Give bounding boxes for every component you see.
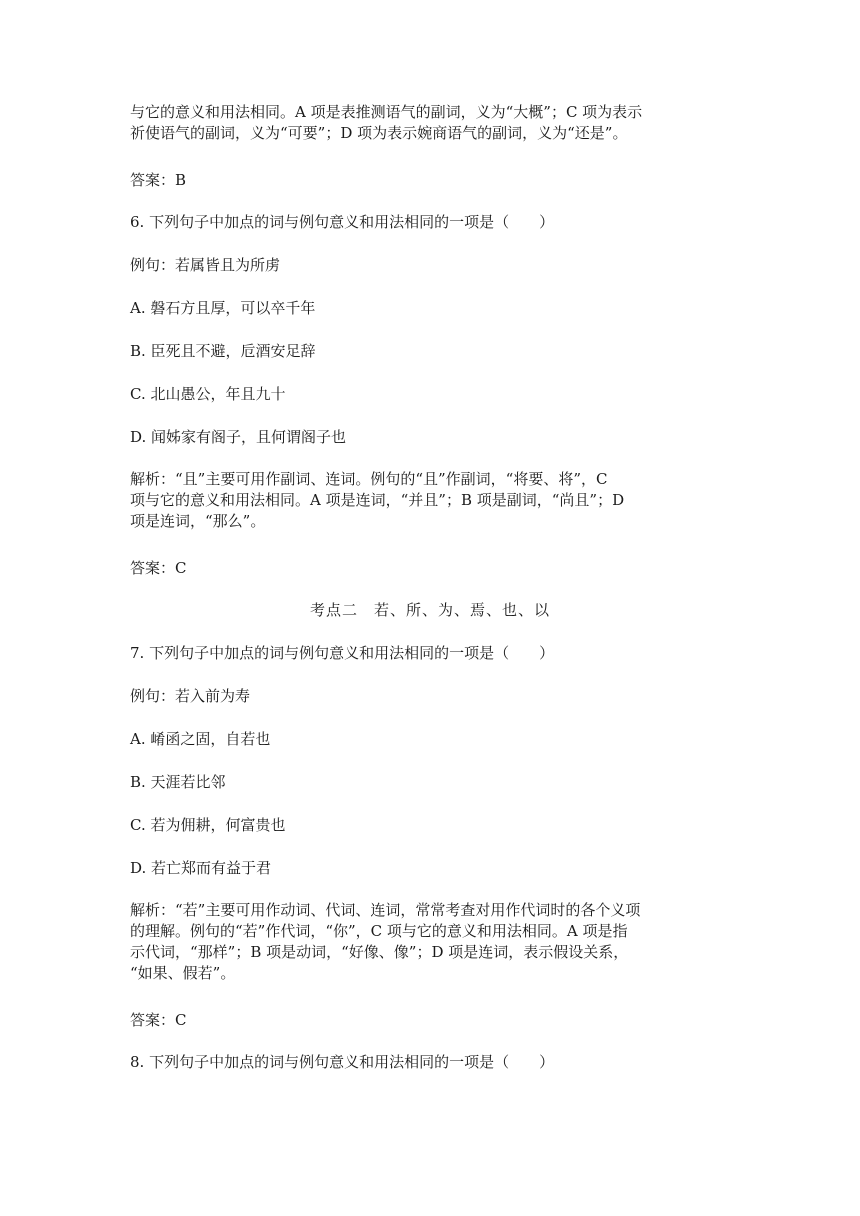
q7-example: 例句：若入前为寿 bbox=[130, 687, 251, 705]
q6-option-c: C. 北山愚公，年且九十 bbox=[130, 385, 286, 403]
q6-question: 6. 下列句子中加点的词与例句意义和用法相同的一项是（ ） bbox=[130, 213, 555, 231]
q6-analysis-line-1: 解析：“且”主要可用作副词、连词。例句的“且”作副词，“将要、将”，C bbox=[130, 470, 608, 488]
q7-option-c: C. 若为佣耕，何富贵也 bbox=[130, 816, 286, 834]
q5-analysis-line-1: 与它的意义和用法相同。A 项是表推测语气的副词，义为“大概”；C 项为表示 bbox=[130, 103, 643, 121]
q5-analysis-line-2: 祈使语气的副词，义为“可要”；D 项为表示婉商语气的副词，义为“还是”。 bbox=[130, 124, 628, 142]
section-heading: 考点二 若、所、为、焉、也、以 bbox=[309, 601, 550, 619]
q7-analysis bbox=[130, 900, 730, 984]
q6-option-a: A. 磐石方且厚，可以卒千年 bbox=[130, 299, 316, 317]
q7-answer: 答案：C bbox=[130, 1011, 187, 1029]
q7-analysis-line-3: 示代词，“那样”；B 项是动词，“好像、像”；D 项是连词，表示假设关系， bbox=[130, 943, 629, 961]
q5-answer: 答案：B bbox=[130, 171, 187, 189]
q7-option-d: D. 若亡郑而有益于君 bbox=[130, 859, 272, 877]
q7-option-a: A. 崤函之固，自若也 bbox=[130, 730, 271, 748]
q7-analysis-line-1: 解析：“若”主要可用作动词、代词、连词，常常考查对用作代词时的各个义项 bbox=[130, 901, 641, 919]
q8-question: 8. 下列句子中加点的词与例句意义和用法相同的一项是（ ） bbox=[130, 1053, 555, 1071]
q6-option-b: B. 臣死且不避，卮酒安足辞 bbox=[130, 342, 316, 360]
q7-analysis-line-2: 的理解。例句的“若”作代词，“你”，C 项与它的意义和用法相同。A 项是指 bbox=[130, 922, 628, 940]
q5-analysis bbox=[130, 102, 730, 144]
q7-analysis-line-4: “如果、假若”。 bbox=[130, 964, 236, 982]
q6-analysis bbox=[130, 469, 730, 532]
q6-answer: 答案：C bbox=[130, 559, 187, 577]
q7-option-b: B. 天涯若比邻 bbox=[130, 773, 226, 791]
q6-example: 例句：若属皆且为所虏 bbox=[130, 256, 281, 274]
q6-option-d: D. 闻姊家有阁子，且何谓阁子也 bbox=[130, 428, 347, 446]
q7-question: 7. 下列句子中加点的词与例句意义和用法相同的一项是（ ） bbox=[130, 644, 555, 662]
q6-analysis-line-2: 项与它的意义和用法相同。A 项是连词，“并且”；B 项是副词，“尚且”；D bbox=[130, 491, 625, 509]
q6-analysis-line-3: 项是连词，“那么”。 bbox=[130, 512, 266, 530]
